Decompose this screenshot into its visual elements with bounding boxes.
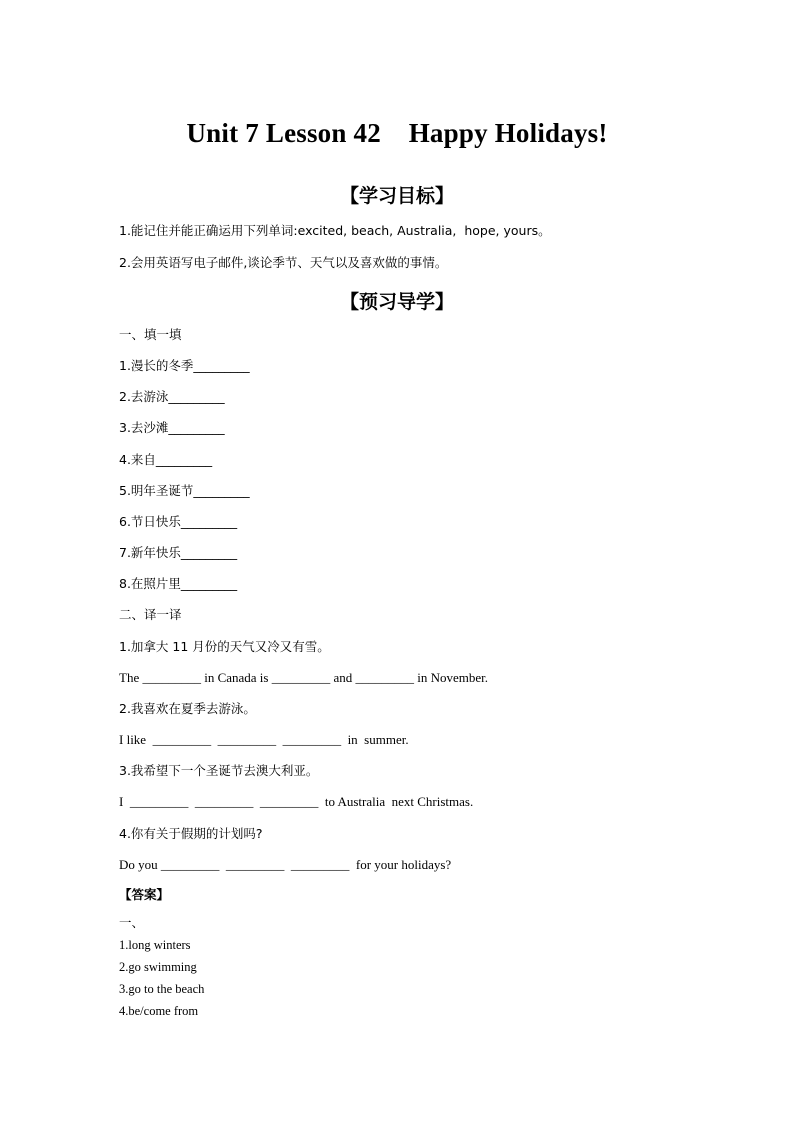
translate-item-2-cn: 2.我喜欢在夏季去游泳。: [119, 701, 256, 716]
fill-in-heading: 一、填一填: [119, 327, 182, 342]
translate-item-2-en: I like _________ _________ _________ in summer.: [119, 732, 409, 747]
fill-in-item-2: 2.去游泳_________: [119, 389, 225, 404]
fill-in-item-5: 5.明年圣诞节_________: [119, 483, 250, 498]
answer-item-1: 1.long winters: [119, 938, 191, 952]
translate-heading: 二、译一译: [119, 607, 182, 622]
objectives-heading: 【学习目标】: [339, 185, 454, 207]
objective-item-1: 1.能记住并能正确运用下列单词:excited, beach, Australia, hope, yours。: [119, 223, 551, 238]
answer-item-4: 4.be/come from: [119, 1004, 199, 1018]
page-title: Unit 7 Lesson 42 Happy Holidays!: [186, 118, 608, 148]
answer-item-3: 3.go to the beach: [119, 982, 205, 996]
fill-in-item-6: 6.节日快乐_________: [119, 514, 238, 529]
fill-in-item-8: 8.在照片里_________: [119, 576, 238, 591]
preview-heading: 【预习导学】: [339, 291, 454, 313]
answers-heading: 【答案】: [119, 887, 170, 902]
answer-item-2: 2.go swimming: [119, 960, 197, 974]
fill-in-item-4: 4.来自_________: [119, 452, 213, 467]
objective-item-2: 2.会用英语写电子邮件,谈论季节、天气以及喜欢做的事情。: [119, 255, 448, 270]
answers-part1-heading: 一、: [119, 915, 145, 930]
fill-in-item-7: 7.新年快乐_________: [119, 545, 238, 560]
fill-in-item-3: 3.去沙滩_________: [119, 420, 225, 435]
fill-in-item-1: 1.漫长的冬季_________: [119, 358, 250, 373]
translate-item-4-en: Do you _________ _________ _________ for your holidays?: [119, 857, 452, 872]
translate-item-1-en: The _________ in Canada is _________ and _________ in November.: [119, 670, 489, 685]
translate-item-3-en: I _________ _________ _________ to Australia next Christmas.: [119, 794, 474, 809]
translate-item-4-cn: 4.你有关于假期的计划吗?: [119, 826, 263, 841]
translate-item-1-cn: 1.加拿大 11 月份的天气又冷又有雪。: [119, 639, 330, 654]
translate-item-3-cn: 3.我希望下一个圣诞节去澳大利亚。: [119, 763, 319, 778]
